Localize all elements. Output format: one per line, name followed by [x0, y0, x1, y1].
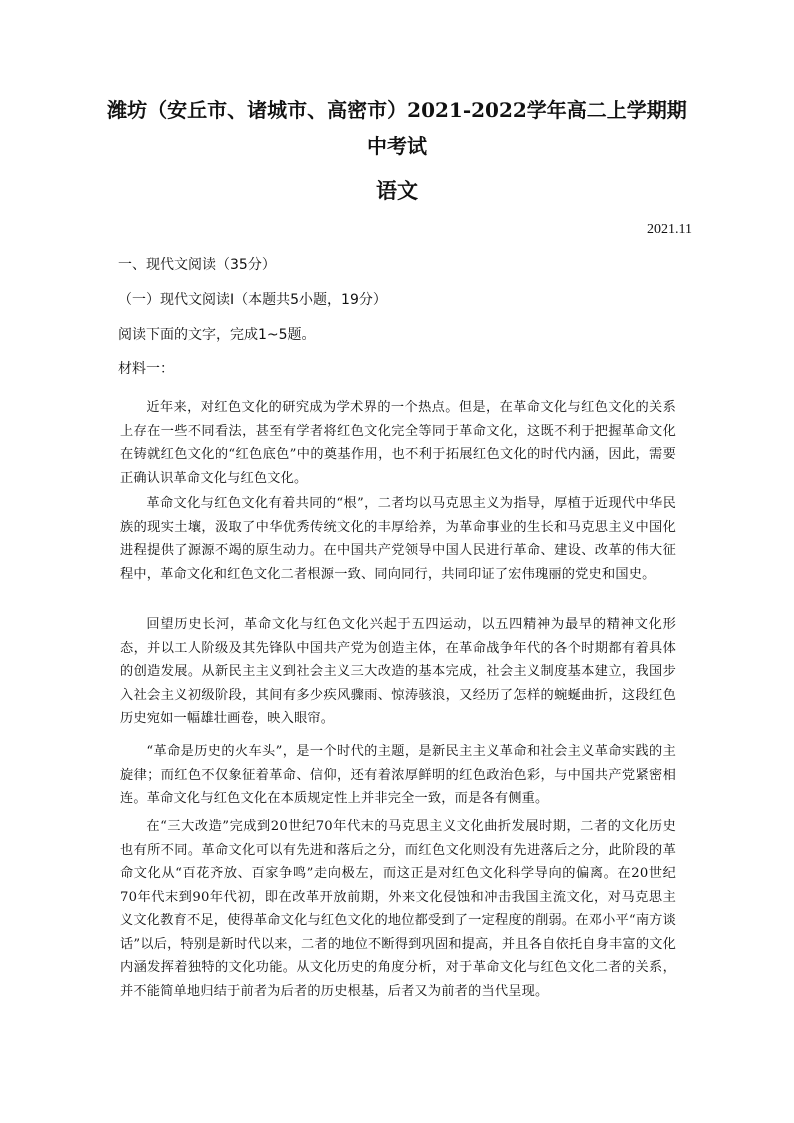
- subject-title: 语文: [376, 178, 418, 203]
- exam-date: 2021.11: [647, 222, 692, 237]
- material-label: 材料一：: [118, 361, 174, 377]
- body-paragraph: 在“三大改造”完成到20世纪70年代末的马克思主义文化曲折发展时期，二者的文化历史也有所不同。革命文化可以有先进和落后之分，而红色文化则没有先进落后之分，此阶段的革命文化从“百花齐放、百家争鸣”走向极左，而这正是对红色文化科学导向的偏离。在20世纪70年代末到90年代初，即在改革开放前期，外来文化侵蚀和冲击我国主流文化，对马克思主义文化教育不足，使得革命文化与红色文化的地位都受到了一定程度的削弱。在邓小平“南方谈话”以后，特别是新时代以来，二者的地位不断得到巩固和提高，并且各自依托自身丰富的文化内涵发挥着独特的文化功能。从文化历史的角度分析，对于革命文化与红色文化二者的关系，并不能简单地归结于前者为后者的历史根基，后者又为前者的当代呈现。: [120, 819, 676, 999]
- body-paragraph: 近年来，对红色文化的研究成为学术界的一个热点。但是，在革命文化与红色文化的关系上存在一些不同看法，甚至有学者将红色文化完全等同于革命文化，这既不利于把握革命文化在铸就红色文化的“红色底色”中的奠基作用，也不利于拓展红色文化的时代内涵，因此，需要正确认识革命文化与红色文化。: [120, 400, 676, 486]
- body-paragraph: 革命文化与红色文化有着共同的“根”，二者均以马克思主义为指导，厚植于近现代中华民族的现实土壤，汲取了中华优秀传统文化的丰厚给养，为革命事业的生长和马克思主义中国化进程提供了源源不竭的原生动力。在中国共产党领导中国人民进行革命、建设、改革的伟大征程中，革命文化和红色文化二者根源一致、同向同行，共同印证了宏伟瑰丽的党史和国史。: [120, 496, 676, 582]
- body-paragraph: 回望历史长河，革命文化与红色文化兴起于五四运动，以五四精神为最早的精神文化形态，并以工人阶级及其先锋队中国共产党为创造主体，在革命战争年代的各个时期都有着具体的创造发展。从新民主主义到社会主义三大改造的基本完成，社会主义制度基本建立，我国步入社会主义初级阶段，其间有多少疾风骤雨、惊涛骇浪，又经历了怎样的蜿蜒曲折，这段红色历史宛如一幅雄壮画卷，映入眼帘。: [120, 617, 676, 726]
- section-heading: 一、现代文阅读（35分）: [118, 257, 276, 273]
- reading-instruction: 阅读下面的文字，完成1~5题。: [118, 327, 316, 343]
- subsection-heading: （一）现代文阅读Ⅰ（本题共5小题，19分）: [118, 292, 387, 308]
- body-paragraph: “革命是历史的火车头”，是一个时代的主题，是新民主主义革命和社会主义革命实践的主旋律；而红色不仅象征着革命、信仰，还有着浓厚鲜明的红色政治色彩，与中国共产党紧密相连。革命文化与红色文化在本质规定性上并非完全一致，而是各有侧重。: [120, 744, 676, 806]
- exam-title: 潍坊（安丘市、诸城市、高密市）2021-2022学年高二上学期期中考试: [107, 98, 687, 158]
